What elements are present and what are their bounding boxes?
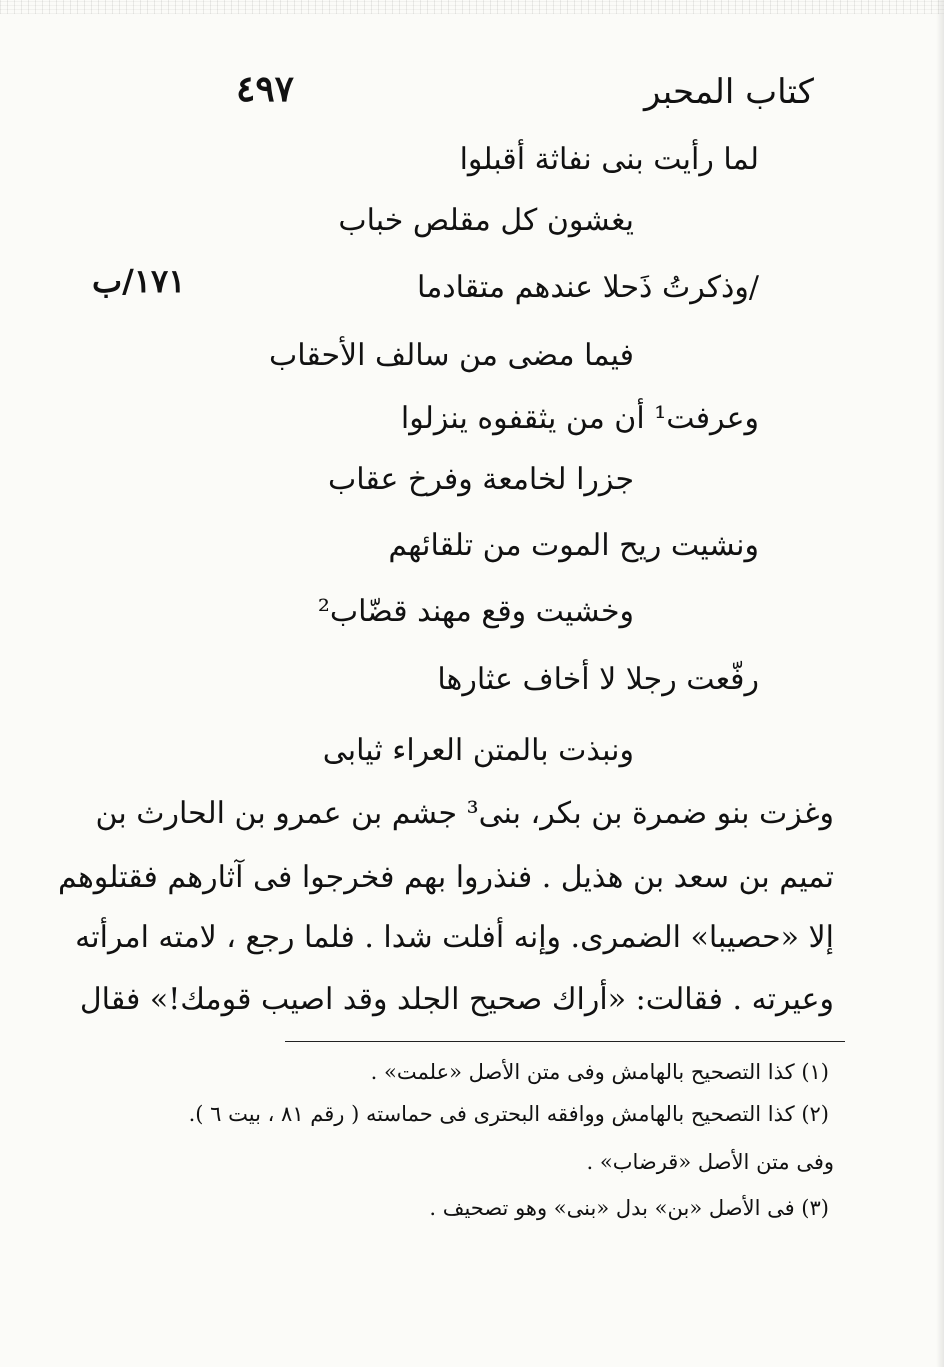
book-title: كتاب المحبر [643, 72, 814, 112]
verse-line: رفّعت رجلا لا أخاف عثارها [437, 662, 759, 697]
verse-line: ونشيت ريح الموت من تلقائهم [388, 528, 759, 563]
prose-line: وغزت بنو ضمرة بن بكر، بنى³ جشم بن عمرو بن الحارث بن [95, 796, 834, 831]
verse-line: فيما مضى من سالف الأحقاب [268, 338, 634, 373]
prose-line: تميم بن سعد بن هذيل . فنذروا بهم فخرجوا فى آثارهم فقتلوهم [58, 860, 834, 895]
scan-speckle [0, 0, 944, 14]
footnote: (١) كذا التصحيح بالهامش وفى متن الأصل «علمت» . [370, 1060, 829, 1084]
verse-line: ونبذت بالمتن العراء ثيابى [322, 733, 634, 768]
prose-line: إلا «حصيبا» الضمرى. وإنه أفلت شدا . فلما رجع ، لامته امرأته [75, 920, 834, 955]
page-number: ٤٩٧ [236, 68, 295, 110]
verse-line: لما رأيت بنى نفاثة أقبلوا [459, 142, 759, 177]
footnote-continuation: وفى متن الأصل «قرضاب» . [586, 1150, 834, 1174]
footnote: (٣) فى الأصل «بن» بدل «بنى» وهو تصحيف . [429, 1196, 829, 1220]
footnote: (٢) كذا التصحيح بالهامش ووافقه البحترى فى حماسته ( رقم ٨١ ، بيت ٦ ). [188, 1102, 829, 1126]
verse-line: يغشون كل مقلص خباب [338, 203, 634, 238]
verse-line: وعرفت¹ أن من يثقفوه ينزلوا [400, 401, 759, 436]
scan-edge-shadow [936, 0, 944, 1367]
verse-line: وخشيت وقع مهند قضّاب² [317, 594, 634, 629]
prose-line: وعيرته . فقالت: «أراك صحيح الجلد وقد اصيب قومك!» فقال [79, 982, 834, 1017]
verse-line: /وذكرتُ ذَحلا عندهم متقادما [417, 270, 759, 305]
footnote-separator [285, 1041, 845, 1042]
verse-line: جزرا لخامعة وفرخ عقاب [327, 462, 634, 497]
manuscript-folio-note: ١٧١/ب [92, 262, 186, 300]
